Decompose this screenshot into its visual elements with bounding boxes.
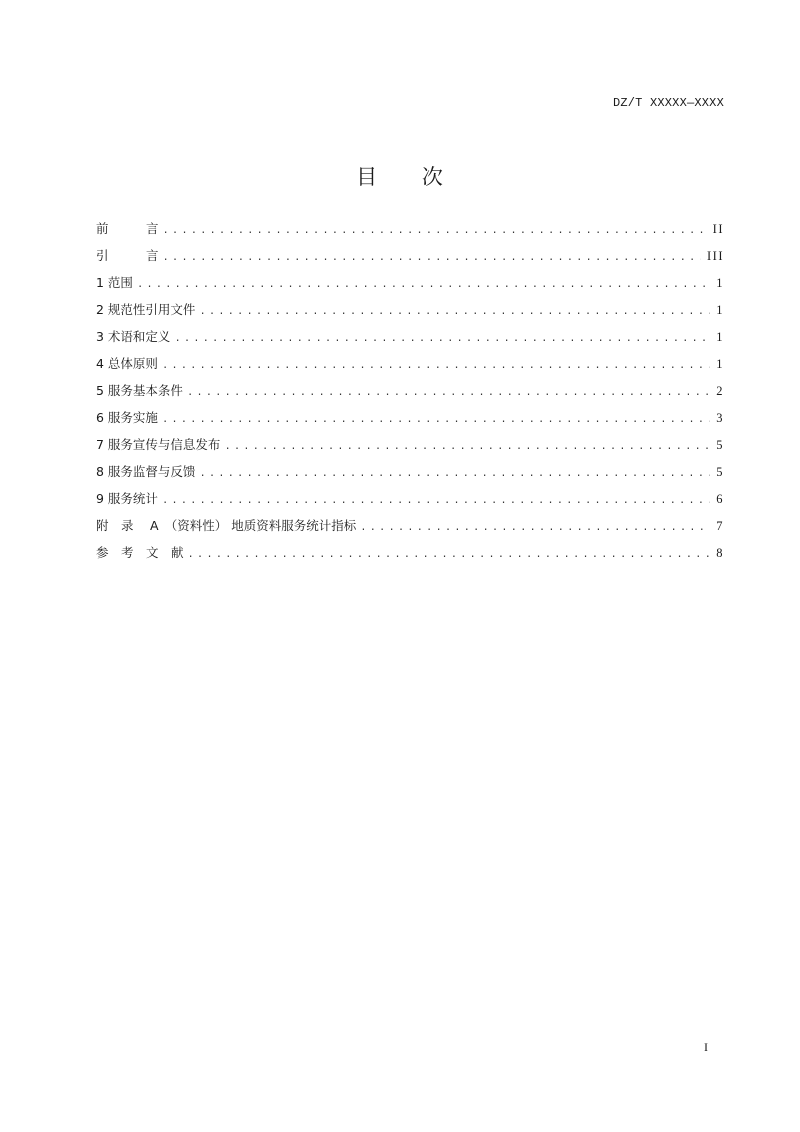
toc-entry-page: 1 (716, 276, 724, 290)
dot-leader (199, 302, 710, 322)
toc-entry-basic-conditions[interactable] (96, 381, 724, 408)
dot-leader (163, 221, 707, 241)
toc-entry-label: 2 规范性引用文件 (96, 302, 196, 317)
toc-entry-label: 附 录 A （资料性） 地质资料服务统计指标 (96, 518, 357, 533)
toc-entry-publicity[interactable] (96, 435, 724, 462)
dot-leader (162, 491, 710, 511)
toc-entry-label: 7 服务宣传与信息发布 (96, 437, 221, 452)
dot-leader (224, 437, 710, 457)
toc-entry-foreword[interactable] (96, 219, 724, 246)
toc-entry-page: 5 (716, 438, 724, 452)
toc-entry-label: 3 术语和定义 (96, 329, 171, 344)
dot-leader (199, 464, 710, 484)
toc-entry-page: 1 (716, 303, 724, 317)
page-number: I (704, 1040, 708, 1054)
toc-entry-label: 9 服务统计 (96, 491, 158, 506)
toc-entry-page: 5 (716, 465, 724, 479)
toc-entry-general-principles[interactable] (96, 354, 724, 381)
document-code: DZ/T XXXXX—XXXX (612, 96, 724, 110)
dot-leader (162, 410, 710, 430)
table-of-contents (96, 219, 724, 570)
dot-leader (174, 329, 710, 349)
toc-entry-implementation[interactable] (96, 408, 724, 435)
toc-entry-appendix-a[interactable] (96, 516, 724, 543)
toc-entry-label: 4 总体原则 (96, 356, 158, 371)
toc-entry-label: 6 服务实施 (96, 410, 158, 425)
toc-entry-page: 6 (716, 492, 724, 506)
dot-leader (360, 518, 710, 538)
toc-entry-scope[interactable] (96, 273, 724, 300)
toc-entry-introduction[interactable] (96, 246, 724, 273)
toc-title: 目 次 (356, 165, 444, 189)
dot-leader (188, 545, 711, 565)
toc-entry-label: 引 言 (96, 248, 159, 263)
dot-leader (137, 275, 710, 295)
toc-entry-label: 前 言 (96, 221, 159, 236)
toc-entry-statistics[interactable] (96, 489, 724, 516)
toc-entry-bibliography[interactable] (96, 543, 724, 570)
toc-entry-label: 8 服务监督与反馈 (96, 464, 196, 479)
dot-leader (187, 383, 710, 403)
toc-entry-page: 1 (716, 357, 724, 371)
toc-entry-label: 1 范围 (96, 275, 133, 290)
toc-entry-page: 8 (716, 546, 724, 560)
toc-entry-normative-references[interactable] (96, 300, 724, 327)
dot-leader (163, 248, 701, 268)
toc-entry-label: 参 考 文 献 (96, 545, 184, 560)
toc-entry-terms-definitions[interactable] (96, 327, 724, 354)
toc-entry-page: 1 (716, 330, 724, 344)
toc-entry-page: 3 (716, 411, 724, 425)
toc-entry-page: 7 (716, 519, 724, 533)
toc-entry-label: 5 服务基本条件 (96, 383, 183, 398)
dot-leader (162, 356, 710, 376)
toc-entry-supervision[interactable] (96, 462, 724, 489)
toc-entry-page: III (707, 249, 724, 263)
toc-entry-page: II (712, 222, 724, 236)
toc-entry-page: 2 (716, 384, 724, 398)
